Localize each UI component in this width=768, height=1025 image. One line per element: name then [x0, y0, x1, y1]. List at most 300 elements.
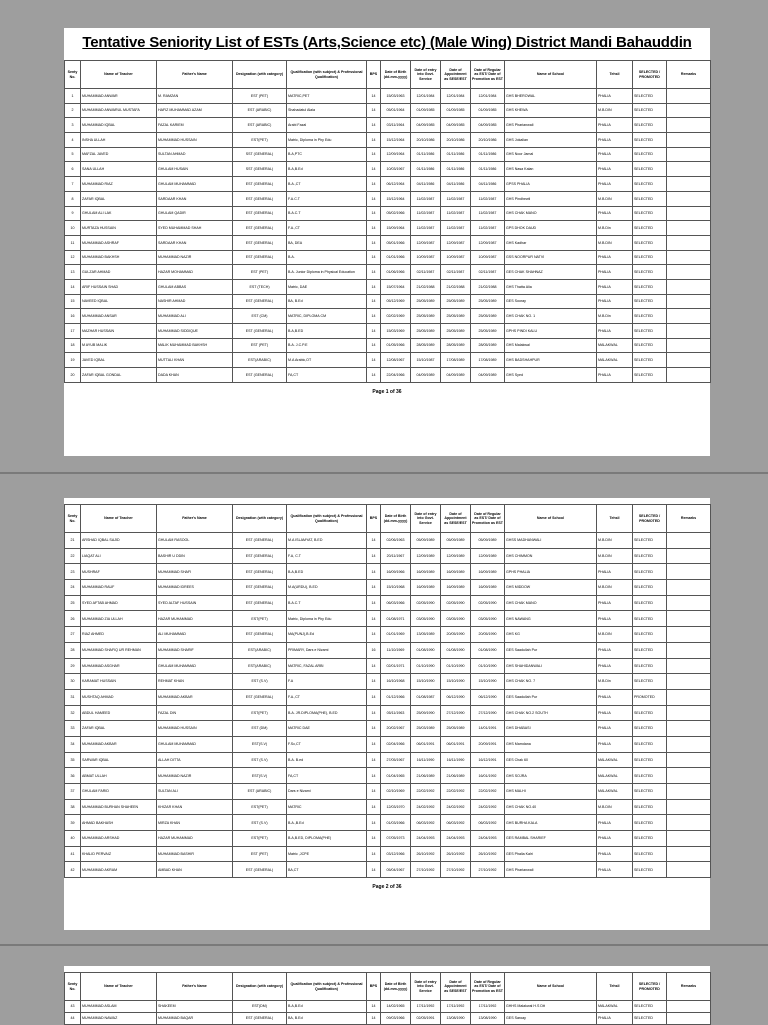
- table-cell: EST (GENERAL): [233, 862, 287, 878]
- table-cell: ZAFAR IQBAL: [81, 721, 157, 737]
- table-cell: 14: [367, 103, 381, 118]
- table-cell: 36: [65, 768, 81, 784]
- column-header: Father's Name: [157, 505, 233, 533]
- table-row: [65, 221, 711, 236]
- table-cell: MUHAMMAD ASHRAF: [81, 235, 157, 250]
- table-cell: 16/11/1990: [411, 752, 441, 768]
- table-cell: 03/05/1990: [411, 611, 441, 627]
- table-cell: 16/09/1966: [381, 564, 411, 580]
- table-cell: GHULAM RASOOL: [157, 533, 233, 549]
- table-cell: EST (GENERAL): [233, 221, 287, 236]
- table-cell: [667, 831, 711, 847]
- table-cell: MUHAMMAD ANSAR: [81, 309, 157, 324]
- table-cell: 01/11/1986: [471, 147, 505, 162]
- table-cell: 8: [65, 191, 81, 206]
- table-cell: 3: [65, 118, 81, 133]
- table-cell: MUHAMMAD ZIA ULLAH: [81, 611, 157, 627]
- table-cell: M.A ISLAMYAT, B.ED: [287, 533, 367, 549]
- table-cell: SELECTED: [633, 721, 667, 737]
- table-cell: SELECTED: [633, 338, 667, 353]
- table-cell: PHALIA: [597, 368, 633, 383]
- table-cell: 05/09/1989: [441, 533, 471, 549]
- column-header: BPS: [367, 973, 381, 1001]
- table-cell: GHS BHEROWAL: [505, 89, 597, 104]
- table-cell: GES Sooray: [505, 294, 597, 309]
- table-cell: 01/06/1966: [381, 265, 411, 280]
- table-cell: MUHAMMAD HUSSAIN: [157, 721, 233, 737]
- table-cell: 28: [65, 642, 81, 658]
- table-cell: MUHAMMAD ALI: [157, 309, 233, 324]
- table-cell: 02/11/1987: [441, 265, 471, 280]
- table-cell: SELECTED: [633, 1013, 667, 1025]
- table-cell: EST (GENERAL): [233, 595, 287, 611]
- table-row: [65, 147, 711, 162]
- table-cell: [667, 177, 711, 192]
- table-row: [65, 658, 711, 674]
- table-cell: PHALIA: [597, 177, 633, 192]
- table-cell: EST (PET): [233, 265, 287, 280]
- table-cell: SARWAR IQBAL: [81, 752, 157, 768]
- table-cell: 14: [367, 147, 381, 162]
- table-cell: 20/05/1990: [471, 627, 505, 643]
- table-cell: SELECTED: [633, 250, 667, 265]
- table-cell: 01/08/1990: [441, 642, 471, 658]
- table-cell: MUHAMMAD BASHIR: [157, 846, 233, 862]
- table-cell: SANA ULLAH: [81, 162, 157, 177]
- table-cell: 25/05/1989: [441, 309, 471, 324]
- table-cell: 13/08/1990: [471, 1013, 505, 1025]
- table-cell: PHALIA: [597, 294, 633, 309]
- table-row: [65, 294, 711, 309]
- table-cell: EST (PET): [233, 846, 287, 862]
- document-page-3: [64, 966, 710, 1024]
- table-cell: 14: [367, 162, 381, 177]
- table-cell: GHSS MADHANWALI: [505, 533, 597, 549]
- table-cell: SELECTED: [633, 294, 667, 309]
- table-cell: 25/05/1989: [411, 324, 441, 339]
- table-cell: 14: [367, 250, 381, 265]
- table-cell: 01/09/1985: [471, 103, 505, 118]
- table-cell: SELECTED: [633, 533, 667, 549]
- table-cell: MUSHTAQ AHMAD: [81, 689, 157, 705]
- table-cell: 12/03/1970: [381, 799, 411, 815]
- table-cell: M.B.DIN: [597, 235, 633, 250]
- table-cell: 09/03/1966: [381, 1013, 411, 1025]
- table-cell: EST(S.V): [233, 736, 287, 752]
- table-cell: [667, 191, 711, 206]
- table-cell: EST (GENERAL): [233, 1013, 287, 1025]
- table-cell: GHULAM MUHAMMAD: [157, 658, 233, 674]
- table-cell: 11/02/1987: [411, 221, 441, 236]
- table-cell: EST (ARABIC): [233, 784, 287, 800]
- table-cell: SYED AFTAB AHMAD: [81, 595, 157, 611]
- table-cell: 24/02/1992: [411, 799, 441, 815]
- table-row: [65, 250, 711, 265]
- table-cell: 02/05/1990: [471, 595, 505, 611]
- table-cell: 01/11/1986: [471, 162, 505, 177]
- table-cell: 11/02/1987: [411, 191, 441, 206]
- table-cell: SARDAAR KHAN: [157, 191, 233, 206]
- table-cell: 26/10/1992: [441, 846, 471, 862]
- table-cell: GHS KHEWA: [505, 103, 597, 118]
- table-cell: PHALIA: [597, 831, 633, 847]
- table-cell: [667, 611, 711, 627]
- table-cell: 16/09/1989: [471, 580, 505, 596]
- table-cell: 06/03/1992: [411, 815, 441, 831]
- column-header: Father's Name: [157, 61, 233, 89]
- table-cell: MATRIC, DIPLOMA CM: [287, 309, 367, 324]
- table-cell: [667, 846, 711, 862]
- table-cell: 01/08/1990: [411, 642, 441, 658]
- table-row: [65, 279, 711, 294]
- table-cell: 16/11/1990: [441, 752, 471, 768]
- table-cell: 12/09/1964: [381, 147, 411, 162]
- column-header: Senty No.: [65, 61, 81, 89]
- table-cell: M.A(URDU), B.ED: [287, 580, 367, 596]
- table-cell: 14: [367, 206, 381, 221]
- table-cell: EST (GENERAL): [233, 191, 287, 206]
- table-cell: PHALIA: [597, 118, 633, 133]
- table-cell: 16: [65, 309, 81, 324]
- table-cell: 25/05/1989: [411, 294, 441, 309]
- table-cell: 15/07/1964: [381, 279, 411, 294]
- table-cell: [667, 118, 711, 133]
- column-header: Date of Appointment as SESE/EST: [441, 505, 471, 533]
- table-cell: [667, 221, 711, 236]
- table-cell: 06/12/1990: [471, 689, 505, 705]
- table-cell: GHS CHAK NO. 7: [505, 674, 597, 690]
- table-cell: 01/03/1966: [381, 815, 411, 831]
- table-cell: 16: [367, 642, 381, 658]
- table-cell: PHALIA: [597, 265, 633, 280]
- table-cell: SELECTED: [633, 768, 667, 784]
- table-cell: LIAQAT ALI: [81, 548, 157, 564]
- table-cell: 20: [65, 368, 81, 383]
- table-cell: KHIZAR KHAN: [157, 799, 233, 815]
- table-cell: 27/12/1990: [441, 705, 471, 721]
- table-cell: EST(DM): [233, 1001, 287, 1013]
- table-cell: 33: [65, 721, 81, 737]
- table-cell: 19: [65, 353, 81, 368]
- table-cell: EST (TECH): [233, 279, 287, 294]
- table-cell: 15/10/1968: [381, 580, 411, 596]
- table-cell: GHS CHIMMON: [505, 548, 597, 564]
- table-cell: 25/05/1989: [471, 324, 505, 339]
- table-cell: SYED ALTAF HUSSAIN: [157, 595, 233, 611]
- table-cell: [667, 324, 711, 339]
- table-cell: SELECTED: [633, 705, 667, 721]
- table-cell: B.A,B.ED: [287, 324, 367, 339]
- table-cell: EST (ARABIC): [233, 118, 287, 133]
- table-row: [65, 674, 711, 690]
- table-cell: [667, 206, 711, 221]
- table-row: [65, 1001, 711, 1013]
- table-cell: 35: [65, 752, 81, 768]
- table-cell: 06/12/1990: [441, 689, 471, 705]
- table-cell: GHS CHAK NO. 1: [505, 309, 597, 324]
- table-cell: GHULAM ALI LAK: [81, 206, 157, 221]
- table-cell: 12/01/1984: [441, 89, 471, 104]
- table-cell: MALAKWAL: [597, 338, 633, 353]
- table-row: [65, 642, 711, 658]
- table-cell: EST (GENERAL): [233, 533, 287, 549]
- table-cell: GHULAM FARID: [81, 784, 157, 800]
- table-cell: EST (S.V): [233, 752, 287, 768]
- column-header: BPS: [367, 505, 381, 533]
- table-cell: 14: [65, 279, 81, 294]
- table-cell: Matric, DAE: [287, 279, 367, 294]
- table-cell: SELECTED: [633, 595, 667, 611]
- table-cell: ABMAT ULLAH: [81, 768, 157, 784]
- table-cell: GHS CHAK NO.2 SOUTH: [505, 705, 597, 721]
- table-cell: 01/11/1986: [411, 147, 441, 162]
- table-cell: 17/11/1992: [441, 1001, 471, 1013]
- table-cell: HAZAR MUHAMMAD: [157, 831, 233, 847]
- table-cell: PHALIA: [597, 642, 633, 658]
- table-cell: 14: [367, 338, 381, 353]
- table-cell: 11/02/1987: [411, 206, 441, 221]
- table-cell: 9: [65, 206, 81, 221]
- table-cell: B.A,B.Ed: [287, 162, 367, 177]
- table-cell: 15/10/1990: [441, 674, 471, 690]
- table-cell: [667, 674, 711, 690]
- column-header: SELECTED / PROMOTED: [633, 973, 667, 1001]
- table-cell: 14: [367, 736, 381, 752]
- table-cell: [667, 784, 711, 800]
- table-cell: 20/11/1967: [381, 548, 411, 564]
- table-cell: 01/08/1987: [411, 689, 441, 705]
- table-cell: F.Sc,CT: [287, 736, 367, 752]
- table-cell: GHS CHAK NO.40: [505, 799, 597, 815]
- table-cell: SHAKEEM: [157, 1001, 233, 1013]
- table-cell: 01/09/1985: [441, 103, 471, 118]
- table-cell: 22/02/1992: [411, 784, 441, 800]
- table-cell: B.A.C.T: [287, 595, 367, 611]
- table-cell: 01/10/1990: [441, 658, 471, 674]
- table-cell: 27/10/1992: [471, 862, 505, 878]
- table-cell: MUHAMMAD SHAFIQ UR REHMAN: [81, 642, 157, 658]
- table-cell: 25: [65, 595, 81, 611]
- table-cell: 05/01/1966: [381, 235, 411, 250]
- table-cell: PHALIA: [597, 862, 633, 878]
- table-cell: 02/02/1969: [381, 309, 411, 324]
- table-cell: 25/05/1989: [441, 721, 471, 737]
- table-cell: [667, 627, 711, 643]
- table-cell: 32: [65, 705, 81, 721]
- table-cell: GHS BURHA KALA: [505, 815, 597, 831]
- column-header: Remarks: [667, 505, 711, 533]
- table-cell: SELECTED: [633, 89, 667, 104]
- table-cell: GHULAM MUHAMMAD: [157, 177, 233, 192]
- table-cell: GHS Pharianwali: [505, 118, 597, 133]
- table-cell: 14: [367, 1001, 381, 1013]
- table-cell: SST (GENERAL): [233, 147, 287, 162]
- table-row: [65, 752, 711, 768]
- table-cell: 25/05/1989: [471, 294, 505, 309]
- table-cell: MUHAMMAD BURHAN SHAHEEN: [81, 799, 157, 815]
- table-cell: MUHAMMAD SIDDIQUE: [157, 324, 233, 339]
- table-cell: 25/05/1989: [441, 294, 471, 309]
- table-cell: [667, 752, 711, 768]
- table-cell: EST (DM): [233, 721, 287, 737]
- table-cell: 05/12/1969: [381, 294, 411, 309]
- table-cell: 12/09/1987: [441, 235, 471, 250]
- table-cell: EST (CM): [233, 309, 287, 324]
- table-cell: 12/09/1989: [441, 548, 471, 564]
- table-cell: 24/04/1993: [441, 831, 471, 847]
- table-cell: 02/04/1966: [381, 736, 411, 752]
- table-cell: SELECTED: [633, 642, 667, 658]
- table-cell: FAZAL DIN: [157, 705, 233, 721]
- table-cell: 01/04/1965: [381, 768, 411, 784]
- table-cell: 06/03/1966: [381, 595, 411, 611]
- table-cell: GULZAR AHMAD: [81, 265, 157, 280]
- table-cell: MUHAMMAD NAZIR: [157, 250, 233, 265]
- table-row: [65, 784, 711, 800]
- table-cell: [667, 235, 711, 250]
- table-cell: RIAZ AHMED: [81, 627, 157, 643]
- table-cell: MUHAMMAD SHAFI: [157, 564, 233, 580]
- table-cell: HAFIZ MUHAMMAD AZAM: [157, 103, 233, 118]
- table-cell: 14: [367, 627, 381, 643]
- table-body: [65, 89, 711, 383]
- table-cell: BA, B.Ed: [287, 1013, 367, 1025]
- table-cell: 14: [367, 611, 381, 627]
- table-cell: 01/09/1985: [411, 103, 441, 118]
- table-cell: 20/10/1986: [441, 133, 471, 148]
- table-cell: MUHAMMAD ANWAR: [81, 89, 157, 104]
- table-cell: 14: [367, 705, 381, 721]
- table-cell: GHS Syed: [505, 368, 597, 383]
- table-cell: 14/01/1991: [471, 721, 505, 737]
- column-header: SELECTED / PROMOTED: [633, 505, 667, 533]
- table-row: [65, 611, 711, 627]
- table-row: [65, 191, 711, 206]
- table-cell: 24/02/1992: [441, 799, 471, 815]
- table-cell: B.A.,B.Ed: [287, 815, 367, 831]
- table-cell: 14: [367, 1013, 381, 1025]
- table-row: [65, 353, 711, 368]
- table-cell: [667, 862, 711, 878]
- table-cell: 14: [367, 595, 381, 611]
- table-cell: [667, 799, 711, 815]
- table-cell: 34: [65, 736, 81, 752]
- table-cell: B.A.C.T: [287, 206, 367, 221]
- table-cell: GHHS Malakwal H.S Dtt: [505, 1001, 597, 1013]
- table-cell: EST(PET): [233, 611, 287, 627]
- column-header: Father's Name: [157, 973, 233, 1001]
- table-cell: 25/09/1990: [411, 705, 441, 721]
- table-cell: 16/09/1989: [441, 564, 471, 580]
- table-row: [65, 627, 711, 643]
- table-cell: SELECTED: [633, 846, 667, 862]
- table-cell: GHS BADSHAHPUR: [505, 353, 597, 368]
- table-cell: 04/09/1985: [441, 118, 471, 133]
- table-cell: GHS CHAK MANO: [505, 595, 597, 611]
- table-cell: ARSHAD IQBAL SAJID: [81, 533, 157, 549]
- table-cell: 06/12/1964: [381, 177, 411, 192]
- column-header: Name of School: [505, 973, 597, 1001]
- table-cell: PHALIA: [597, 279, 633, 294]
- table-cell: PHALIA: [597, 705, 633, 721]
- table-cell: B.A.: [287, 250, 367, 265]
- table-cell: M.B.DIN: [597, 580, 633, 596]
- table-cell: 12/08/1967: [381, 353, 411, 368]
- table-cell: 14: [367, 89, 381, 104]
- table-cell: 18: [65, 338, 81, 353]
- table-cell: EST(ARABIC): [233, 353, 287, 368]
- table-cell: SELECTED: [633, 1001, 667, 1013]
- table-cell: 14: [367, 548, 381, 564]
- table-cell: AHMAD BAKHASH: [81, 815, 157, 831]
- table-cell: [667, 162, 711, 177]
- table-cell: 25/05/1989: [471, 309, 505, 324]
- table-cell: 31: [65, 689, 81, 705]
- table-cell: 05/09/1989: [471, 533, 505, 549]
- table-cell: SULTAN AHMAD: [157, 147, 233, 162]
- table-cell: 6: [65, 162, 81, 177]
- page-footer: Page 1 of 36: [372, 388, 402, 395]
- table-cell: MUHAMMAD BAKHSH: [81, 250, 157, 265]
- table-cell: INSHA ULLAH: [81, 133, 157, 148]
- table-cell: SELECTED: [633, 235, 667, 250]
- table-cell: 16/09/1989: [471, 564, 505, 580]
- table-cell: 13: [65, 265, 81, 280]
- table-cell: 14: [367, 689, 381, 705]
- table-cell: REHMAT KHAN: [157, 674, 233, 690]
- table-cell: 16/10/1968: [381, 674, 411, 690]
- table-cell: 27/12/1990: [471, 705, 505, 721]
- table-row: [65, 862, 711, 878]
- table-cell: 12/09/1987: [411, 235, 441, 250]
- table-cell: PHALIA: [597, 133, 633, 148]
- table-cell: BA,CT: [287, 862, 367, 878]
- table-cell: 10/09/1987: [471, 250, 505, 265]
- table-cell: MUTTALI KHAN: [157, 353, 233, 368]
- table-header-row: [65, 61, 711, 89]
- table-cell: 12/09/1989: [471, 548, 505, 564]
- table-cell: 16/01/1992: [471, 768, 505, 784]
- table-cell: 14: [367, 815, 381, 831]
- table-cell: 01/08/1971: [381, 611, 411, 627]
- table-cell: ALI MUHAMMAD: [157, 627, 233, 643]
- table-cell: 02/05/1991: [411, 1013, 441, 1025]
- column-header: Date of Regular as EST/ Date of Promotion as EST: [471, 505, 505, 533]
- seniority-table-page-3: [64, 972, 711, 1025]
- table-cell: GHS NAWANG: [505, 611, 597, 627]
- table-cell: [667, 642, 711, 658]
- table-cell: PHALIA: [597, 689, 633, 705]
- column-header: Date of Birth (dd-mm-yyyy): [381, 973, 411, 1001]
- table-cell: SELECTED: [633, 799, 667, 815]
- table-cell: PHALIA: [597, 324, 633, 339]
- table-cell: GPHS PINDI KALU: [505, 324, 597, 339]
- table-cell: 15/12/1964: [381, 133, 411, 148]
- table-cell: F.A.,CT: [287, 689, 367, 705]
- table-cell: GHS CHAK MANO: [505, 206, 597, 221]
- table-cell: 21/02/1988: [441, 279, 471, 294]
- page-separator: [0, 944, 768, 946]
- table-cell: 22/04/1966: [381, 368, 411, 383]
- table-cell: MUHAMMAD ASLAM: [81, 1001, 157, 1013]
- table-cell: Matric, Diploma in Phy Edu: [287, 133, 367, 148]
- table-cell: MUHAMMAD IDREES: [157, 580, 233, 596]
- seniority-table-page-1: [64, 60, 711, 383]
- table-cell: M.B.DIN: [597, 533, 633, 549]
- table-cell: SYED MUHAMMAD SHAH: [157, 221, 233, 236]
- table-cell: MALAKWAL: [597, 784, 633, 800]
- table-cell: GHS SOJRA: [505, 768, 597, 784]
